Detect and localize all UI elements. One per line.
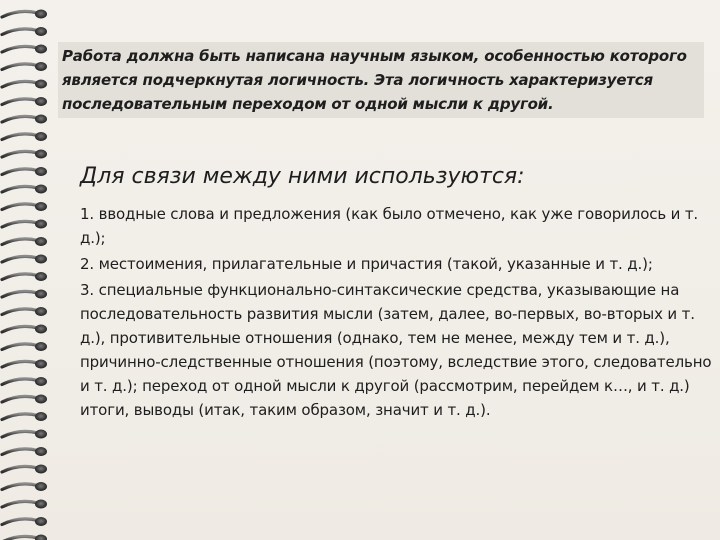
item-list <box>80 202 712 422</box>
intro-paragraph: Работа должна быть написана научным языком, особенностью которого является подчеркнутая логичность. Эта логичность характеризуется последовательным переходом от одной мысли к другой. <box>58 42 704 118</box>
list-item-2: 2. местоимения, прилагательные и причастия (такой, указанные и т. д.); <box>80 255 653 273</box>
list-item-3: 3. специальные функционально-синтаксические средства, указывающие на последовательность развития мысли (затем, далее, во-первых, во-вторых и т. д.), противительные отношения (однако, тем не менее, между тем и т. д.), причинно-следственные отношения (поэтому, вследствие этого, следовательно и т. д.); переход от одной мысли к другой (рассмотрим, перейдем к…, и т. д.) итоги, выводы (итак, таким образом, значит и т. д.). <box>80 281 712 419</box>
slide-heading: Для связи между ними используются: <box>80 164 525 189</box>
list-item-1: 1. вводные слова и предложения (как было отмечено, как уже говорилось и т. д.); <box>80 205 699 247</box>
